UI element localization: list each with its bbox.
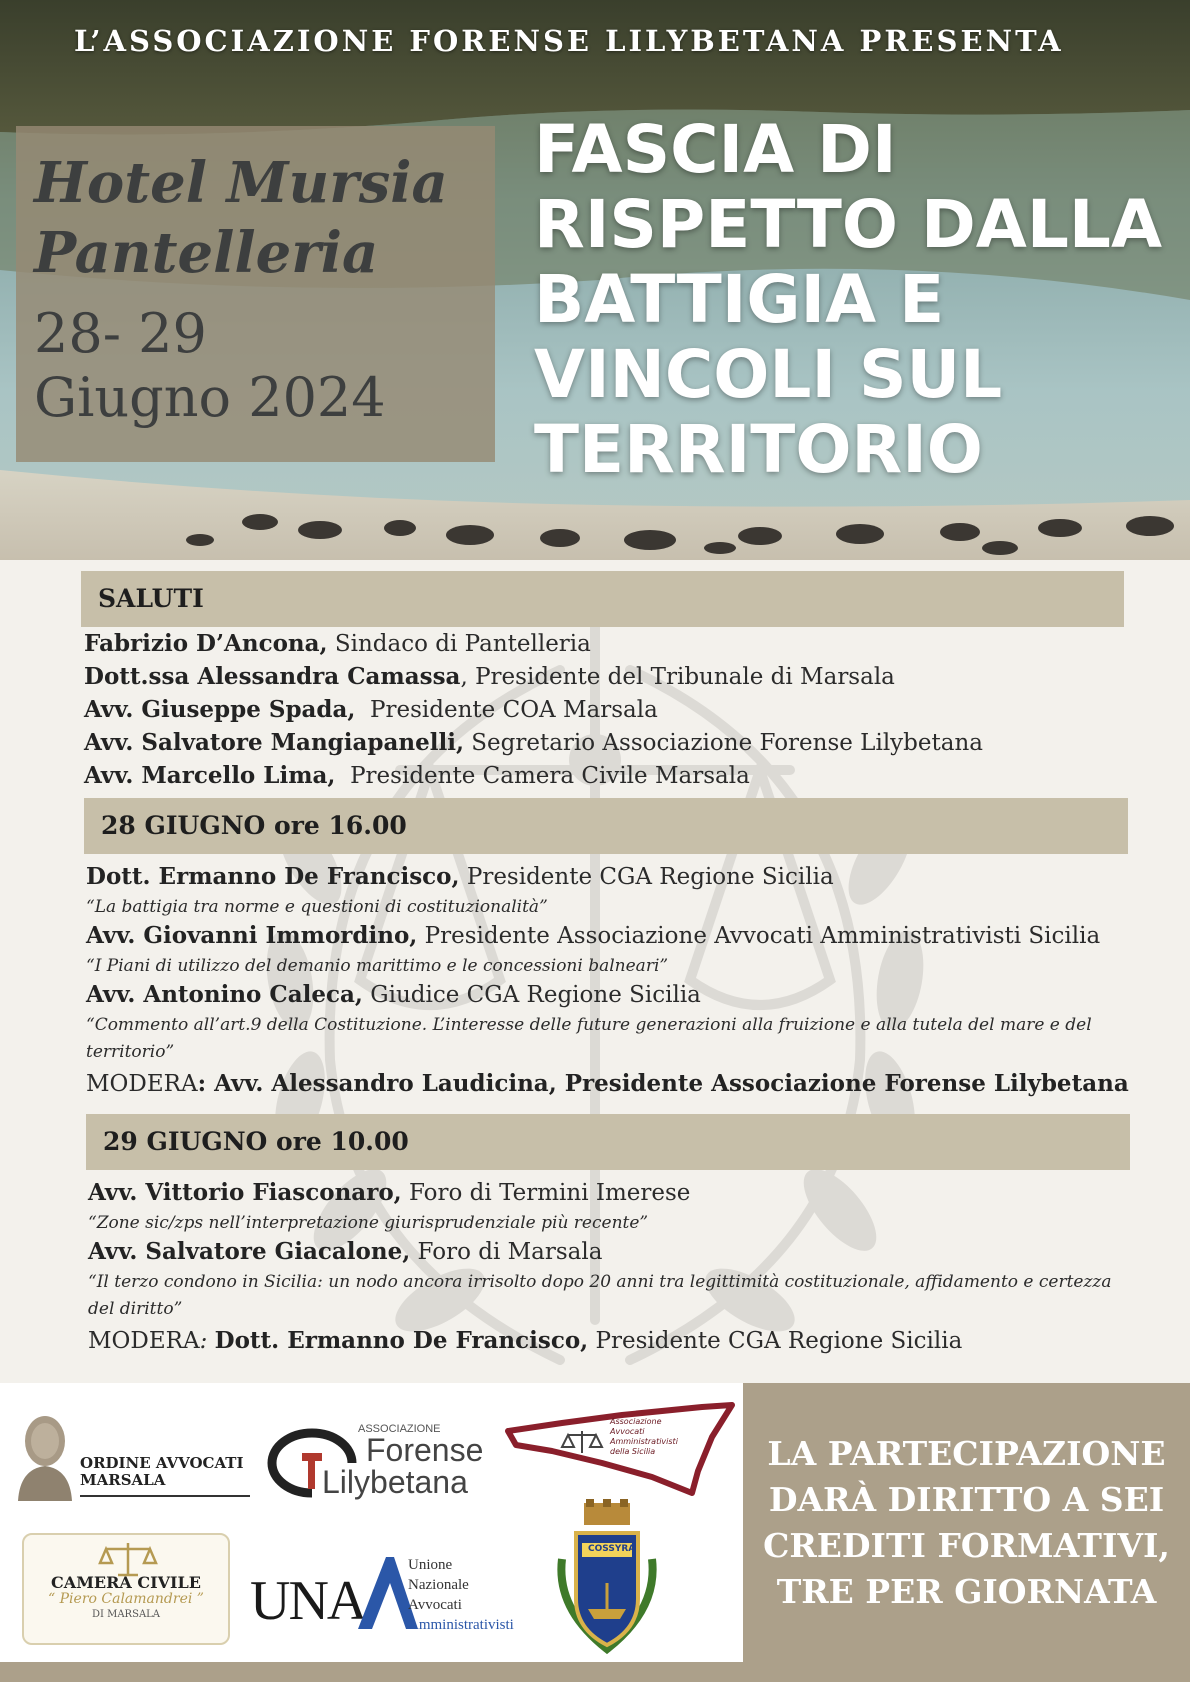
day2-speaker	[88, 1179, 690, 1206]
speaker-name: Avv. Antonino Caleca,	[86, 981, 363, 1008]
day1-speaker	[86, 981, 701, 1008]
speaker-role: Presidente Camera Civile Marsala	[335, 763, 750, 789]
event-month-year: Giugno 2024	[34, 366, 386, 429]
moderator-separator: :	[197, 1070, 215, 1097]
sicilia-line: della Sicilia	[610, 1447, 656, 1456]
sicilia-assoc-text	[610, 1417, 678, 1457]
speaker-name: Fabrizio D’Ancona,	[84, 630, 328, 657]
speaker-role: Sindaco di Pantelleria	[327, 631, 591, 657]
day1-moderator	[86, 1070, 1129, 1097]
event-title	[534, 112, 1162, 487]
venue-name	[34, 148, 448, 288]
credits-line: LA PARTECIPAZIONE	[767, 1434, 1166, 1473]
speaker-role: Presidente COA Marsala	[355, 697, 658, 723]
coat-of-arms-icon	[552, 1499, 662, 1655]
speaker-role: Foro di Marsala	[410, 1239, 603, 1265]
speaker-name: Dott. Ermanno De Francisco,	[86, 863, 460, 890]
day2-heading: 29 GIUGNO ore 10.00	[103, 1127, 409, 1156]
speaker-name: Avv. Salvatore Giacalone,	[88, 1238, 411, 1265]
ordine-line: ORDINE AVVOCATI	[80, 1454, 244, 1472]
day1-section-header	[84, 798, 1128, 854]
speaker-name: Avv. Marcello Lima,	[84, 762, 336, 789]
title-line: VINCOLI SUL	[534, 336, 1003, 413]
speaker-name: Avv. Salvatore Mangiapanelli,	[84, 729, 464, 756]
moderator-name: Avv. Alessandro Laudicina, Presidente Associazione Forense Lilybetana	[214, 1070, 1129, 1097]
talk-title: “Zone sic/zps nell’interpretazione giurisprudenziale più recente”	[88, 1213, 649, 1233]
saluti-speaker	[84, 696, 658, 723]
header-photo	[0, 0, 1190, 560]
unaa-logo	[250, 1553, 530, 1653]
moderator-label: MODERA	[88, 1328, 200, 1354]
event-dates	[34, 302, 386, 430]
unaa-line: Unione	[408, 1557, 453, 1573]
unaa-line: Avvocati	[408, 1597, 462, 1613]
forense-small-label: ASSOCIAZIONE	[358, 1423, 441, 1435]
speaker-role: Segretario Associazione Forense Lilybetana	[463, 730, 983, 756]
talk-title-continued: territorio”	[86, 1042, 175, 1062]
venue-hotel: Hotel Mursia	[34, 150, 448, 216]
talk-title-continued: del diritto”	[88, 1299, 183, 1319]
speaker-name: Avv. Giovanni Immordino,	[86, 922, 418, 949]
speaker-role: , Presidente del Tribunale di Marsala	[460, 664, 895, 690]
day2-section-header	[86, 1114, 1130, 1170]
sicilia-line: Avvocati	[610, 1427, 645, 1436]
lilybetana-word: Lilybetana	[322, 1464, 468, 1500]
event-days: 28- 29	[34, 302, 207, 365]
sponsor-logos	[0, 1383, 743, 1662]
speaker-name: Avv. Giuseppe Spada,	[84, 696, 356, 723]
moderator-separator: :	[199, 1328, 215, 1354]
title-line: FASCIA DI	[534, 111, 897, 188]
speaker-role: Presidente CGA Regione Sicilia	[459, 864, 834, 890]
saluti-speaker	[84, 663, 895, 690]
unaa-line: Amministrativisti	[408, 1617, 514, 1633]
title-line: TERRITORIO	[534, 411, 983, 488]
day1-heading: 28 GIUGNO ore 16.00	[101, 811, 407, 840]
moderator-role: Presidente CGA Regione Sicilia	[588, 1328, 963, 1354]
ordine-avvocati-text	[80, 1455, 243, 1489]
day2-moderator	[88, 1327, 962, 1354]
title-line: RISPETTO DALLA	[534, 186, 1163, 263]
saluti-section-header	[81, 571, 1124, 627]
ordine-avvocati-marsala-logo	[10, 1411, 250, 1501]
saluti-heading: SALUTI	[98, 584, 204, 613]
unaa-line: Nazionale	[408, 1577, 469, 1593]
associazione-forense-lilybetana-logo	[262, 1423, 512, 1513]
presenter-line: L’ASSOCIAZIONE FORENSE LILYBETANA PRESENTA	[74, 24, 1064, 58]
avvocati-amministrativisti-sicilia-logo	[502, 1401, 738, 1497]
saluti-speaker	[84, 630, 591, 657]
credits-line: CREDITI FORMATIVI,	[763, 1526, 1170, 1565]
venue-box	[16, 126, 495, 462]
credits-text	[743, 1431, 1190, 1615]
talk-title: “Commento all’art.9 della Costituzione. L’interesse delle future generazioni alla fruizione e alla tutela del mare e del	[86, 1015, 1092, 1035]
program	[0, 560, 1190, 1383]
forense-word: Forense	[366, 1432, 484, 1468]
speaker-role: Giudice CGA Regione Sicilia	[362, 982, 701, 1008]
bottom-strip	[0, 1662, 1190, 1682]
sicilia-line: Amministrativisti	[610, 1437, 678, 1446]
day1-speaker	[86, 863, 834, 890]
unaa-text	[408, 1555, 514, 1635]
venue-island: Pantelleria	[34, 220, 379, 286]
title-line: BATTIGIA E	[534, 261, 945, 338]
saluti-speaker	[84, 729, 983, 756]
footer	[0, 1383, 1190, 1682]
speaker-role: Foro di Termini Imerese	[401, 1180, 691, 1206]
cossyra-label: COSSYRA	[588, 1544, 636, 1554]
talk-title: “La battigia tra norme e questioni di costituzionalità”	[86, 897, 548, 917]
speaker-role: Presidente Associazione Avvocati Amministrativisti Sicilia	[417, 923, 1101, 949]
camera-civile-logo	[22, 1533, 230, 1645]
speaker-name: Avv. Vittorio Fiasconaro,	[88, 1179, 402, 1206]
ordine-city: MARSALA	[80, 1471, 166, 1489]
saluti-speaker	[84, 762, 750, 789]
cossyra-coat-of-arms-logo	[552, 1499, 662, 1655]
credits-line: TRE PER GIORNATA	[776, 1572, 1157, 1611]
ordine-underline	[80, 1495, 250, 1497]
talk-title: “I Piani di utilizzo del demanio marittimo e le concessioni balneari”	[86, 956, 669, 976]
camera-civile-city: DI MARSALA	[91, 1609, 161, 1620]
speaker-name: Dott.ssa Alessandra Camassa	[84, 663, 461, 690]
talk-title: “Il terzo condono in Sicilia: un nodo ancora irrisolto dopo 20 anni tra legittimità costituzionale, affidamento e certezza	[88, 1272, 1112, 1292]
day1-speaker	[86, 922, 1100, 949]
una-wordmark: UNA	[250, 1570, 366, 1632]
credits-line: DARÀ DIRITTO A SEI	[768, 1480, 1165, 1519]
moderator-label: MODERA	[86, 1071, 198, 1097]
sicilia-line: Associazione	[610, 1417, 662, 1426]
moderator-name: Dott. Ermanno De Francisco,	[214, 1327, 589, 1354]
camera-civile-name: “ Piero Calamandrei ”	[48, 1591, 204, 1607]
bust-icon	[10, 1411, 80, 1501]
day2-speaker	[88, 1238, 602, 1265]
credits-box	[743, 1383, 1190, 1662]
camera-civile-title: CAMERA CIVILE	[51, 1573, 201, 1592]
